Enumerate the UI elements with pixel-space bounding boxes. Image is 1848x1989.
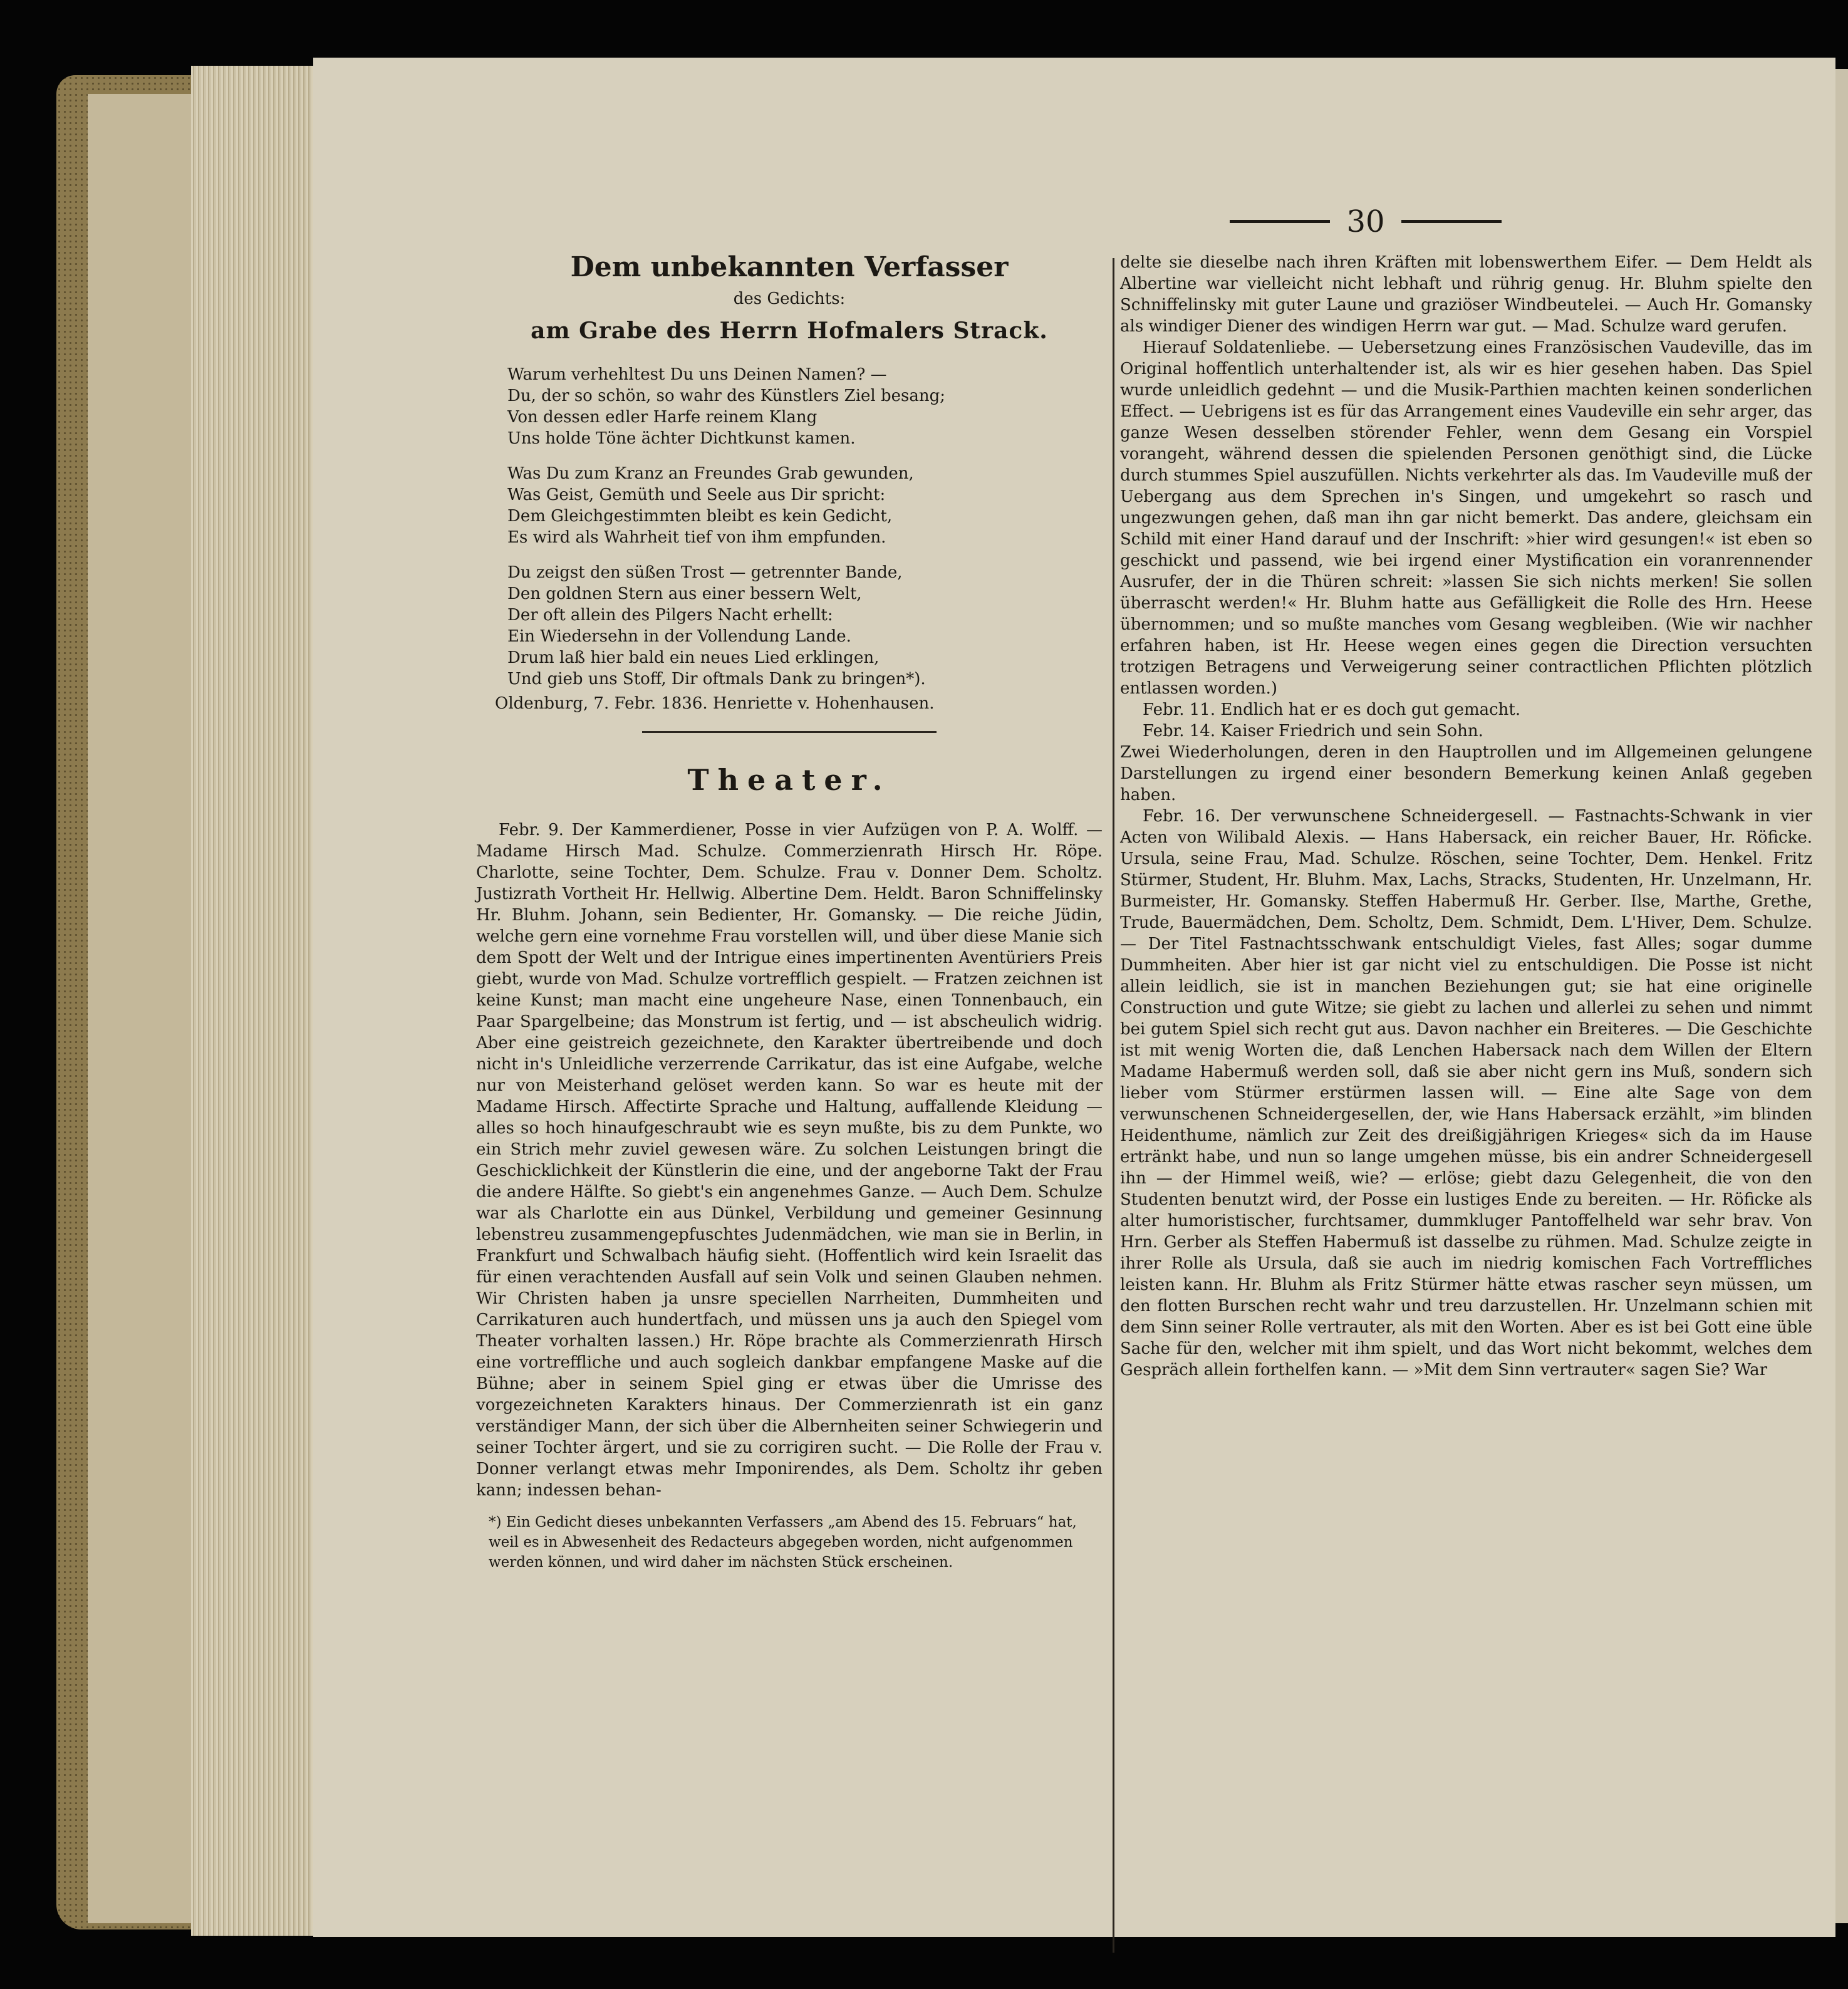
poem-line: Dem Gleichgestimmten bleibt es kein Gedicht, xyxy=(507,507,893,526)
poem-line: Du, der so schön, so wahr des Künstlers Ziel besang; xyxy=(507,387,946,405)
poem-line: Von dessen edler Harfe reinem Klang xyxy=(507,408,818,427)
poem-line: Du zeigst den süßen Trost — getrennter Bande, xyxy=(507,563,903,582)
poem-stanza xyxy=(507,463,1103,548)
poem-signature: Oldenburg, 7. Febr. 1836. Henriette v. Hohenhausen. xyxy=(495,694,935,713)
page-number xyxy=(1077,202,1654,239)
paragraph: Hierauf Soldatenliebe. — Uebersetzung eines Französischen Vaudeville, das im Original hoffentlich unterhaltender ist, als wir es hier gesehen haben. Das Spiel wurde unleidlich gedehnt — und die Musik-Parthien machten keinen sonderlichen Effect. — Uebrigens ist es für das Arrangement eines Vaudeville ein sehr arger, das ganze Wesen desselben störender Fehler, wenn dem Gesang ein Vorspiel vorangeht, während dessen die spielenden Personen genöthigt sind, die Lücke durch stummes Spiel auszufüllen. Nichts verkehrter als das. Im Vaudeville muß der Uebergang aus dem Sprechen in's Singen, und umgekehrt so rasch und ungezwungen gehen, daß man ihn gar nicht bemerkt. Das andere, gleichsam ein Schild mit einer Hand darauf und der Inschrift: »hier wird gesungen!« ist eben so geschickt und passend, wie bei irgend einer Mystification ein voranrennender Ausrufer, der in die Thüren schreit: »lassen Sie sich nichts merken! Sie sollen überrascht werden!« Hr. Bluhm hatte aus Gefälligkeit die Rolle des Hrn. Heese übernommen; und so mußte manches vom Gesang wegbleiben. (Wie wir nachher erfahren haben, ist Hr. Heese wegen eines gegen die Direction versuchten trotzigen Betragens und Verweigerung seiner contractlichen Pflichten plötzlich entlassen worden.) xyxy=(1120,338,1812,698)
poem-subtitle: des Gedichts: xyxy=(733,289,846,308)
right-column-text xyxy=(1120,252,1812,1381)
paragraph: Zwei Wiederholungen, deren in den Hauptrollen und im Allgemeinen gelungene Darstellungen zu irgend einer besondern Bemerkung keinen Anlaß gegeben haben. xyxy=(1120,743,1812,804)
paragraph: delte sie dieselbe nach ihren Kräften mit lobenswerthem Eifer. — Dem Heldt als Albertine war vielleicht nicht lebhaft und rührig genug. Hr. Bluhm spielte den Schniffelinsky mit guter Laune und graziöser Windbeutelei. — Auch Hr. Gomansky als windiger Diener des windigen Herrn war gut. — Mad. Schulze ward gerufen. xyxy=(1120,253,1812,336)
theater-review-text: Febr. 9. Der Kammerdiener, Posse in vier Aufzügen von P. A. Wolff. — Madame Hirsch Mad. Schulze. Commerzienrath Hirsch Hr. Röpe. Charlotte, seine Tochter, Dem. Schulze. Frau v. Donner Dem. Scholtz. Justizrath Vortheit Hr. Hellwig. Albertine Dem. Heldt. Baron Schniffelinsky Hr. Bluhm. Johann, sein Bedienter, Hr. Gomansky. — Die reiche Jüdin, welche gern eine vornehme Frau vorstellen will, und über diese Manie sich dem Spott der Welt und der Intrigue eines impertinenten Aventüriers Preis giebt, wurde von Mad. Schulze vortrefflich gespielt. — Fratzen zeichnen ist keine Kunst; man macht eine ungeheure Nase, einen Tonnenbauch, ein Paar Spargelbeine; das Monstrum ist fertig, und — ist abscheulich widrig. Aber eine geistreich gezeichnete, den Karakter übertreibende und doch nicht in's Unleidliche verzerrende Carrikatur, das ist eine Aufgabe, welche nur von Meisterhand gelöset werden kann. So war es heute mit der Madame Hirsch. Affectirte Sprache und Haltung, auffallende Kleidung — alles so hoch hinaufgeschraubt wie es seyn mußte, bis zu dem Punkte, wo ein Strich mehr zuviel gewesen wäre. Zu solchen Leistungen bringt die Geschicklichkeit der Künstlerin die eine, und der angeborne Takt der Frau die andere Hälfte. So giebt's ein angenehmes Ganze. — Auch Dem. Schulze war als Charlotte ein aus Dünkel, Verbildung und gemeiner Gesinnung lebenstreu zusammengepfuschtes Judenmädchen, wie man sie in Berlin, in Frankfurt und Schwalbach häufig sieht. (Hoffentlich wird kein Israelit das für einen verachtenden Ausfall auf sein Volk und seinen Glauben nehmen. Wir Christen haben ja unsre speciellen Narrheiten, Dummheiten und Carrikaturen auch hundertfach, und müssen uns ja auch den Spiegel vom Theater vorhalten lassen.) Hr. Röpe brachte als Commerzienrath Hirsch eine vortreffliche und auch sogleich dankbar empfangene Maske auf die Bühne; aber in seinem Spiel ging er etwas über die Umrisse des vorgezeichneten Karakters hinaus. Der Commerzienrath ist ein ganz verständiger Mann, der sich über die Albernheiten seiner Schwiegerin und seiner Tochter ärgert, und sie zu corrigiren sucht. — Die Rolle der Frau v. Donner verlangt etwas mehr Imponirendes, als Dem. Scholtz ihr geben kann; indessen behan- xyxy=(476,821,1103,1500)
footnote: *) Ein Gedicht dieses unbekannten Verfassers „am Abend des 15. Februars“ hat, weil es in Abwesenheit des Redacteurs abgegeben worden, nicht aufgenommen werden können, und wird daher im nächsten Stück erscheinen. xyxy=(489,1514,1077,1571)
poem-line: Den goldnen Stern aus einer bessern Welt, xyxy=(507,584,862,603)
poem-subtitle-2: am Grabe des Herrn Hofmalers Strack. xyxy=(531,318,1048,344)
left-column xyxy=(476,249,1103,1587)
poem-title: Dem unbekannten Verfasser xyxy=(570,251,1009,283)
poem-line: Drum laß hier bald ein neues Lied erklingen, xyxy=(507,648,880,667)
page-number-rule-left xyxy=(1230,220,1330,223)
poem-line: Uns holde Töne ächter Dichtkunst kamen. xyxy=(507,429,856,448)
poem-stanza xyxy=(507,562,1103,690)
paragraph: Febr. 14. Kaiser Friedrich und sein Sohn. xyxy=(1143,722,1483,740)
poem-line: Ein Wiedersehn in der Vollendung Lande. xyxy=(507,627,851,646)
page-number-text: 30 xyxy=(1346,204,1385,239)
section-heading-theater: Theater. xyxy=(687,763,891,797)
poem-stanza xyxy=(507,364,1103,449)
paragraph: Febr. 11. Endlich hat er es doch gut gemacht. xyxy=(1143,700,1521,719)
poem-line: Warum verhehltest Du uns Deinen Namen? — xyxy=(507,365,887,384)
poem-line: Was Geist, Gemüth und Seele aus Dir spricht: xyxy=(507,486,886,504)
column-divider xyxy=(1113,258,1114,1953)
right-column xyxy=(1120,252,1812,1381)
book-page xyxy=(313,58,1835,1937)
poem-line: Und gieb uns Stoff, Dir oftmals Dank zu bringen*). xyxy=(507,670,926,688)
page-number-rule-right xyxy=(1401,220,1502,223)
poem-line: Es wird als Wahrheit tief von ihm empfunden. xyxy=(507,528,886,547)
poem-line: Der oft allein des Pilgers Nacht erhellt: xyxy=(507,606,833,625)
section-rule xyxy=(642,731,937,733)
poem xyxy=(476,364,1103,690)
poem-line: Was Du zum Kranz an Freundes Grab gewunden, xyxy=(507,464,914,483)
paragraph: Febr. 16. Der verwunschene Schneidergesell. — Fastnachts-Schwank in vier Acten von Wilibald Alexis. — Hans Habersack, ein reicher Bauer, Hr. Röficke. Ursula, seine Frau, Mad. Schulze. Röschen, seine Tochter, Dem. Henkel. Fritz Stürmer, Student, Hr. Bluhm. Max, Lachs, Stracks, Studenten, Hr. Unzelmann, Hr. Burmeister, Hr. Gomansky. Steffen Habermuß Hr. Gerber. Ilse, Marthe, Grethe, Trude, Bauermädchen, Dem. Scholtz, Dem. Schmidt, Dem. L'Hiver, Dem. Schulze. — Der Titel Fastnachtsschwank entschuldigt Vieles, fast Alles; sogar dumme Dummheiten. Aber hier ist gar nicht viel zu entschuldigen. Die Posse ist nicht allein leidlich, sie ist in manchen Beziehungen gut; sie hat eine originelle Construction und gute Witze; sie giebt zu lachen und allerlei zu sehen und nimmt bei gutem Spiel sich recht gut aus. Davon nachher ein Breiteres. — Die Geschichte ist mit wenig Worten die, daß Lenchen Habersack nach dem Willen der Eltern Madame Habermuß werden soll, daß sie aber nicht gern ins Muß, sondern sich lieber vom Stürmer erstürmen lassen will. — Eine alte Sage von dem verwunschenen Schneidergesellen, der, wie Hans Habersack erzählt, »im blinden Heidenthume, nämlich zur Zeit des dreißigjährigen Krieges« sich da im Hause ertränkt habe, und nun so lange umgehen müsse, bis ein andrer Schneidergesell ihn — der Himmel weiß, wie? — erlöse; giebt dazu Gelegenheit, die von den Studenten benutzt wird, der Posse ein lustiges Ende zu bereiten. — Hr. Röficke als alter humoristischer, furchtsamer, dummkluger Pantoffelheld war sehr brav. Von Hrn. Gerber als Steffen Habermuß ist dasselbe zu rühmen. Mad. Schulze zeigte in ihrer Rolle als Ursula, daß sie auch im niedrig komischen Fach Vortreffliches leisten kann. Hr. Bluhm als Fritz Stürmer hätte etwas rascher seyn müssen, um den flotten Burschen recht wahr und treu darzustellen. Hr. Unzelmann schien mit dem Sinn seiner Rolle vertrauter, als mit den Worten. Aber es ist bei Gott eine üble Sache für den, welcher mit ihm spielt, und das Wort nicht bekommt, welches dem Gespräch allein forthelfen kann. — »Mit dem Sinn vertrauter« sagen Sie? War xyxy=(1120,807,1812,1379)
